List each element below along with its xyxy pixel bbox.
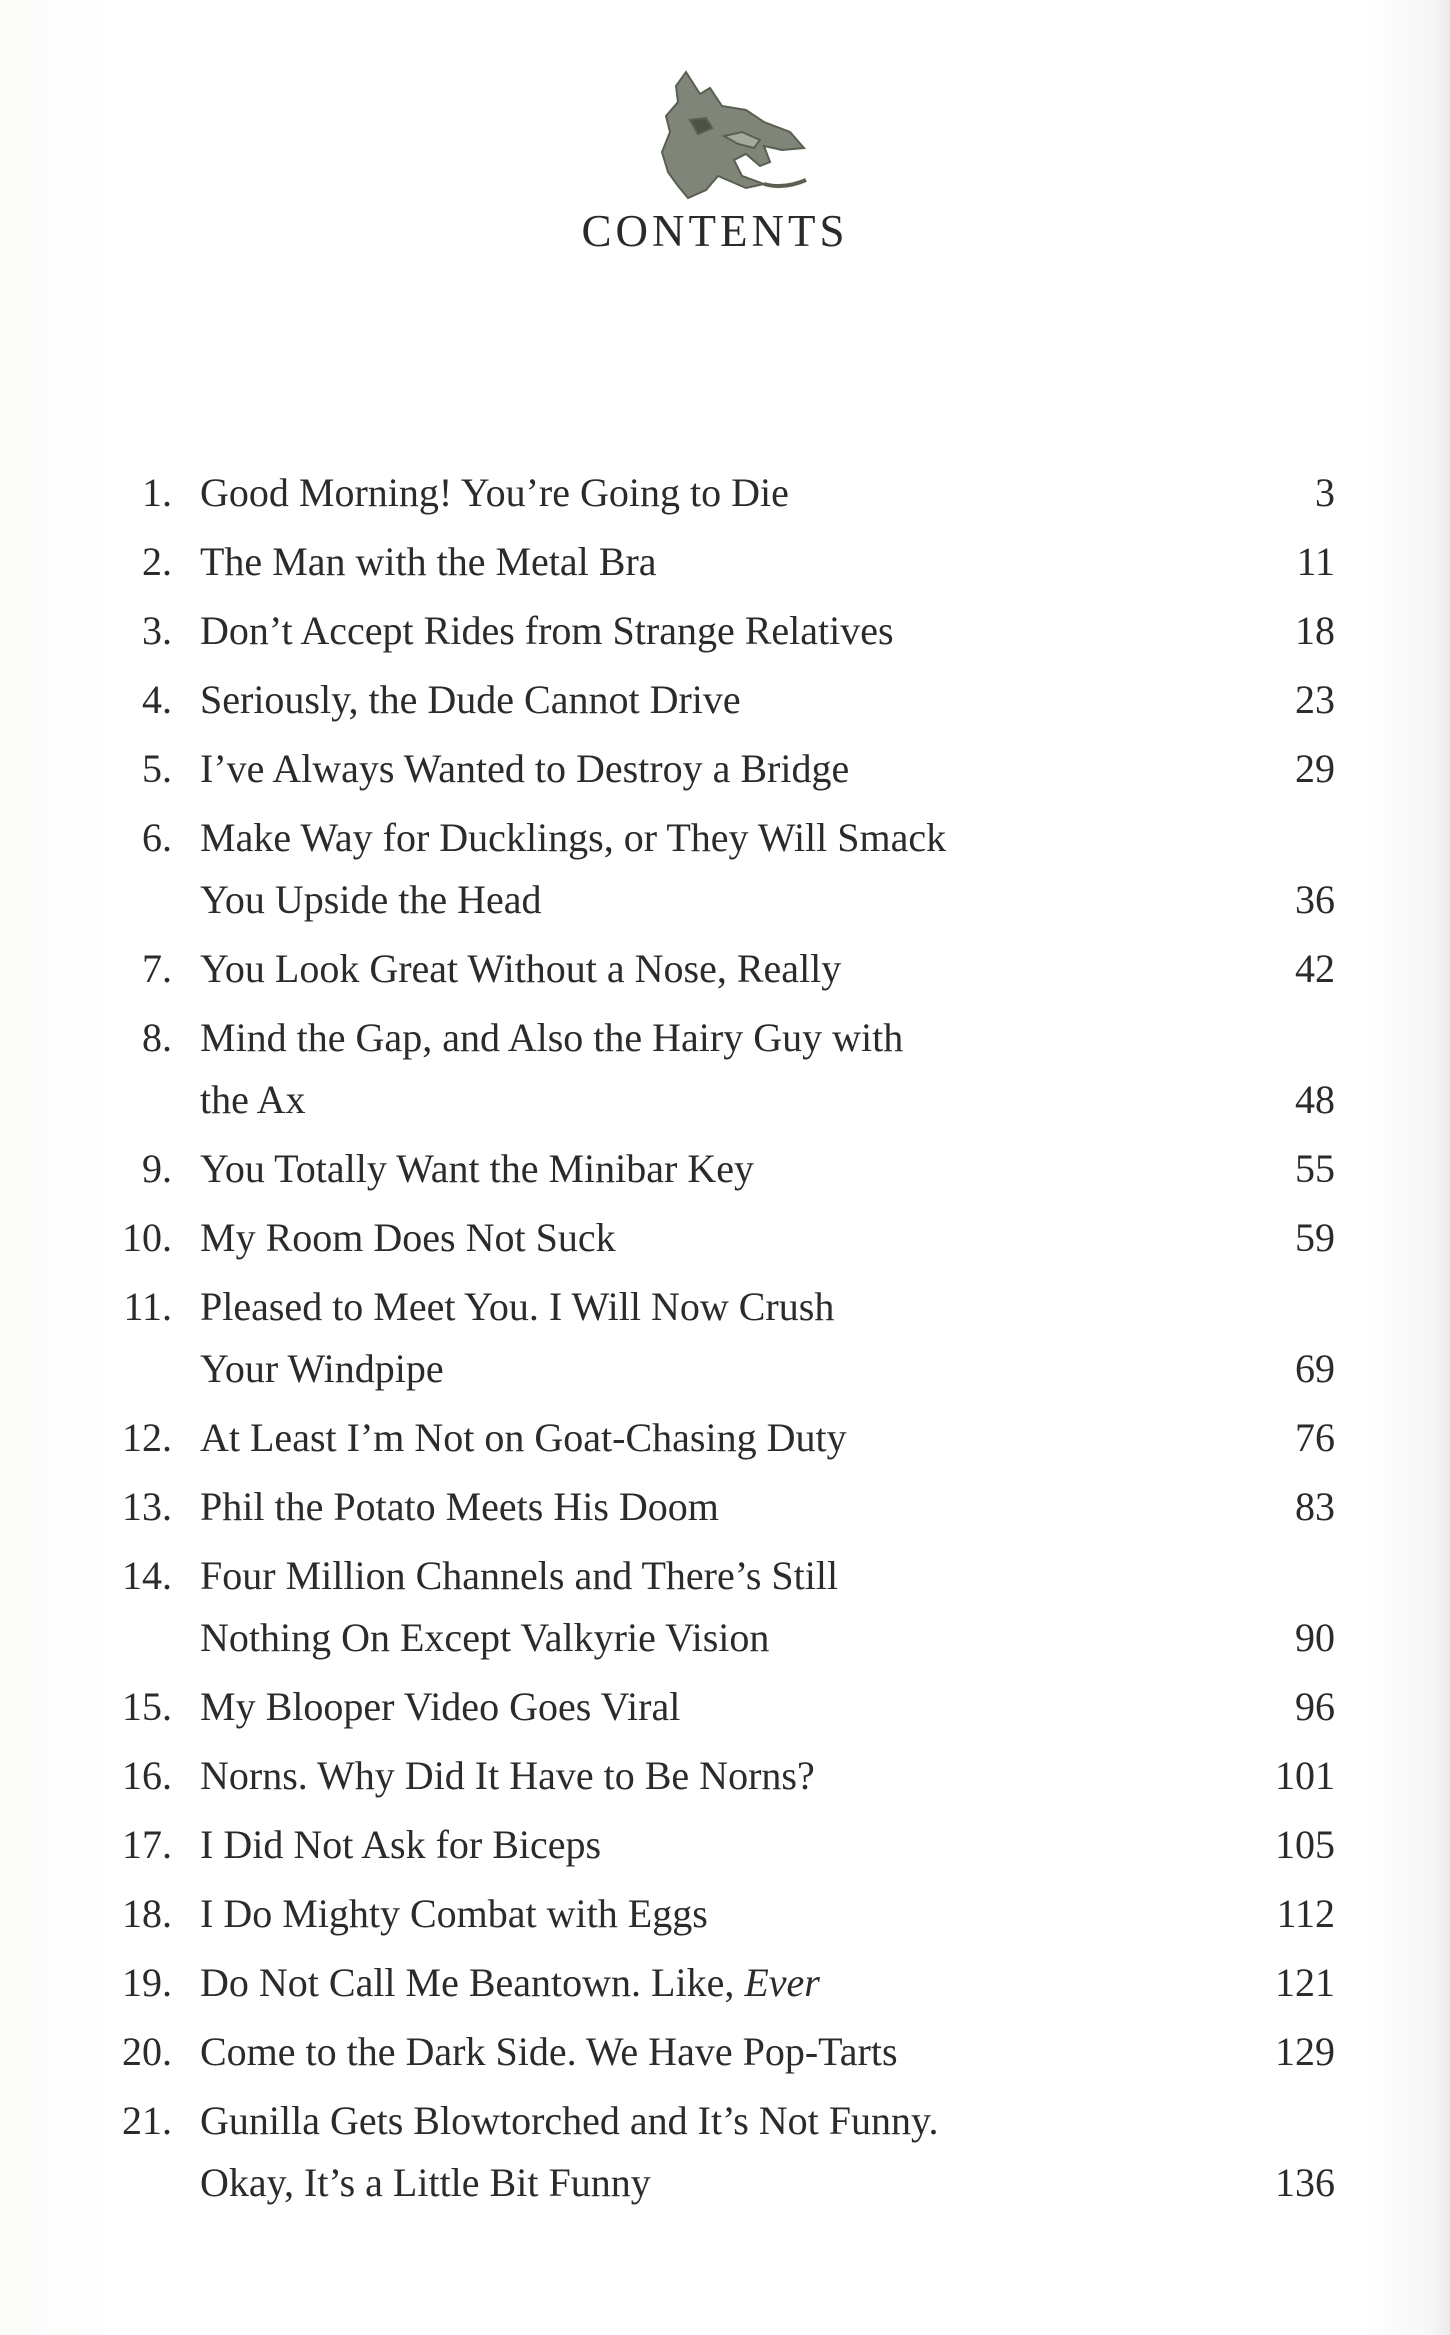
chapter-title <box>200 1476 1185 1538</box>
page-number: 59 <box>1295 1215 1335 1260</box>
page-number: 129 <box>1275 2029 1335 2074</box>
page-number: 11 <box>1296 539 1335 584</box>
chapter-title <box>200 1745 1185 1807</box>
chapter-number: 19. <box>122 1960 172 2005</box>
toc-entry <box>110 1545 1335 1669</box>
chapter-title <box>200 1207 1185 1269</box>
chapter-number: 9. <box>142 1146 172 1191</box>
chapter-title-text: My Blooper Video Goes Viral <box>200 1684 681 1729</box>
chapter-title-text: The Man with the Metal Bra <box>200 539 657 584</box>
chapter-title-text: At Least I’m Not on Goat-Chasing Duty <box>200 1415 847 1460</box>
chapter-title <box>200 1676 1185 1738</box>
chapter-title <box>200 1276 1185 1400</box>
chapter-title-text: Come to the Dark Side. We Have Pop-Tarts <box>200 2029 898 2074</box>
chapter-title <box>200 2021 1185 2083</box>
page-number: 69 <box>1295 1346 1335 1391</box>
chapter-title-text: You Upside the Head <box>200 877 542 922</box>
chapter-number: 2. <box>142 539 172 584</box>
toc-entry <box>110 1138 1335 1200</box>
page-number: 3 <box>1315 470 1335 515</box>
page-number: 48 <box>1295 1077 1335 1122</box>
chapter-number: 13. <box>122 1484 172 1529</box>
page-number: 112 <box>1276 1891 1335 1936</box>
toc-entry <box>110 738 1335 800</box>
page-number: 42 <box>1295 946 1335 991</box>
chapter-title-line <box>200 1007 1185 1069</box>
chapter-title-line <box>200 738 1185 800</box>
chapter-title <box>200 1952 1185 2014</box>
chapter-title <box>200 462 1185 524</box>
chapter-title-text: Good Morning! You’re Going to Die <box>200 470 789 515</box>
chapter-title-line <box>200 807 1185 869</box>
page-number: 101 <box>1275 1753 1335 1798</box>
toc-entry <box>110 600 1335 662</box>
chapter-number: 18. <box>122 1891 172 1936</box>
chapter-title-line <box>200 531 1185 593</box>
page-number: 90 <box>1295 1615 1335 1660</box>
chapter-title-line <box>200 1069 1185 1131</box>
chapter-title-text: Gunilla Gets Blowtorched and It’s Not Funny. <box>200 2098 939 2143</box>
page-number: 121 <box>1275 1960 1335 2005</box>
chapter-title-line <box>200 2021 1185 2083</box>
chapter-title <box>200 531 1185 593</box>
page-number: 18 <box>1295 608 1335 653</box>
page-number: 105 <box>1275 1822 1335 1867</box>
wolf-head-icon <box>614 62 824 202</box>
chapter-number: 4. <box>142 677 172 722</box>
chapter-number: 15. <box>122 1684 172 1729</box>
chapter-number: 1. <box>142 470 172 515</box>
chapter-number: 6. <box>142 815 172 860</box>
chapter-title-text: You Look Great Without a Nose, Really <box>200 946 842 991</box>
chapter-number: 10. <box>122 1215 172 1260</box>
chapter-number: 11. <box>123 1284 172 1329</box>
chapter-title-line <box>200 1407 1185 1469</box>
page-number: 83 <box>1295 1484 1335 1529</box>
chapter-title-emphasis: Ever <box>744 1960 820 2005</box>
toc-entry <box>110 1952 1335 2014</box>
toc-entry <box>110 531 1335 593</box>
chapter-title-line <box>200 1952 1185 2014</box>
toc-entry <box>110 1476 1335 1538</box>
chapter-title-text: Pleased to Meet You. I Will Now Crush <box>200 1284 835 1329</box>
chapter-title-line <box>200 1883 1185 1945</box>
chapter-title-text: You Totally Want the Minibar Key <box>200 1146 754 1191</box>
chapter-title-line <box>200 1607 1185 1669</box>
chapter-title-text: Phil the Potato Meets His Doom <box>200 1484 719 1529</box>
chapter-title <box>200 738 1185 800</box>
chapter-title-line <box>200 938 1185 1000</box>
chapter-title-line <box>200 1745 1185 1807</box>
chapter-title <box>200 1545 1185 1669</box>
chapter-number: 21. <box>122 2098 172 2143</box>
toc-entry <box>110 669 1335 731</box>
chapter-title-text: Don’t Accept Rides from Strange Relatives <box>200 608 894 653</box>
chapter-title-text: Mind the Gap, and Also the Hairy Guy with <box>200 1015 904 1060</box>
chapter-title-line <box>200 1138 1185 1200</box>
page-number: 23 <box>1295 677 1335 722</box>
chapter-title <box>200 1138 1185 1200</box>
page-number: 96 <box>1295 1684 1335 1729</box>
chapter-title-text: Do Not Call Me Beantown. Like, <box>200 1960 745 2005</box>
toc-entry <box>110 1676 1335 1738</box>
chapter-title-line <box>200 669 1185 731</box>
chapter-title-text: Your Windpipe <box>200 1346 444 1391</box>
chapter-title <box>200 1407 1185 1469</box>
page-number: 36 <box>1295 877 1335 922</box>
chapter-title <box>200 2090 1185 2214</box>
toc-entry <box>110 1407 1335 1469</box>
chapter-number: 14. <box>122 1553 172 1598</box>
chapter-title <box>200 600 1185 662</box>
toc-entry <box>110 2090 1335 2214</box>
toc-entry <box>110 2021 1335 2083</box>
toc-entry <box>110 1007 1335 1131</box>
chapter-title-line <box>200 600 1185 662</box>
chapter-title <box>200 938 1185 1000</box>
chapter-title-text: I Did Not Ask for Biceps <box>200 1822 602 1867</box>
chapter-number: 3. <box>142 608 172 653</box>
page-number: 76 <box>1295 1415 1335 1460</box>
toc-entry <box>110 1276 1335 1400</box>
chapter-number: 20. <box>122 2029 172 2074</box>
chapter-title-line <box>200 1545 1185 1607</box>
chapter-title <box>200 1883 1185 1945</box>
page-edge-shadow <box>1432 0 1450 2335</box>
chapter-title-line <box>200 1276 1185 1338</box>
chapter-title-line <box>200 1676 1185 1738</box>
chapter-title-line <box>200 869 1185 931</box>
chapter-title-text: the Ax <box>200 1077 306 1122</box>
page-number: 55 <box>1295 1146 1335 1191</box>
chapter-title-text: Seriously, the Dude Cannot Drive <box>200 677 741 722</box>
toc-entry <box>110 807 1335 931</box>
chapter-title <box>200 1007 1185 1131</box>
chapter-number: 8. <box>142 1015 172 1060</box>
chapter-title <box>200 807 1185 931</box>
chapter-number: 5. <box>142 746 172 791</box>
chapter-title-line <box>200 1207 1185 1269</box>
chapter-number: 7. <box>142 946 172 991</box>
toc-entry <box>110 1814 1335 1876</box>
page-number: 29 <box>1295 746 1335 791</box>
toc-entry <box>110 1745 1335 1807</box>
table-of-contents <box>110 462 1335 2221</box>
toc-entry <box>110 1207 1335 1269</box>
toc-entry <box>110 938 1335 1000</box>
chapter-title <box>200 669 1185 731</box>
toc-entry <box>110 462 1335 524</box>
chapter-title-text: I Do Mighty Combat with Eggs <box>200 1891 708 1936</box>
chapter-number: 17. <box>122 1822 172 1867</box>
page-title: CONTENTS <box>581 206 849 256</box>
chapter-title-text: Make Way for Ducklings, or They Will Smack <box>200 815 947 860</box>
chapter-title-line <box>200 1476 1185 1538</box>
chapter-title-line <box>200 1338 1185 1400</box>
chapter-title-line <box>200 1814 1185 1876</box>
chapter-title-line <box>200 2090 1185 2152</box>
chapter-title-text: I’ve Always Wanted to Destroy a Bridge <box>200 746 850 791</box>
chapter-title-text: Nothing On Except Valkyrie Vision <box>200 1615 770 1660</box>
page-number: 136 <box>1275 2160 1335 2205</box>
chapter-title-text: Four Million Channels and There’s Still <box>200 1553 839 1598</box>
chapter-title-text: My Room Does Not Suck <box>200 1215 616 1260</box>
chapter-title-text: Norns. Why Did It Have to Be Norns? <box>200 1753 815 1798</box>
toc-entry <box>110 1883 1335 1945</box>
chapter-number: 16. <box>122 1753 172 1798</box>
chapter-title-text: Okay, It’s a Little Bit Funny <box>200 2160 651 2205</box>
chapter-title-line <box>200 462 1185 524</box>
chapter-number: 12. <box>122 1415 172 1460</box>
chapter-title-line <box>200 2152 1185 2214</box>
chapter-title <box>200 1814 1185 1876</box>
